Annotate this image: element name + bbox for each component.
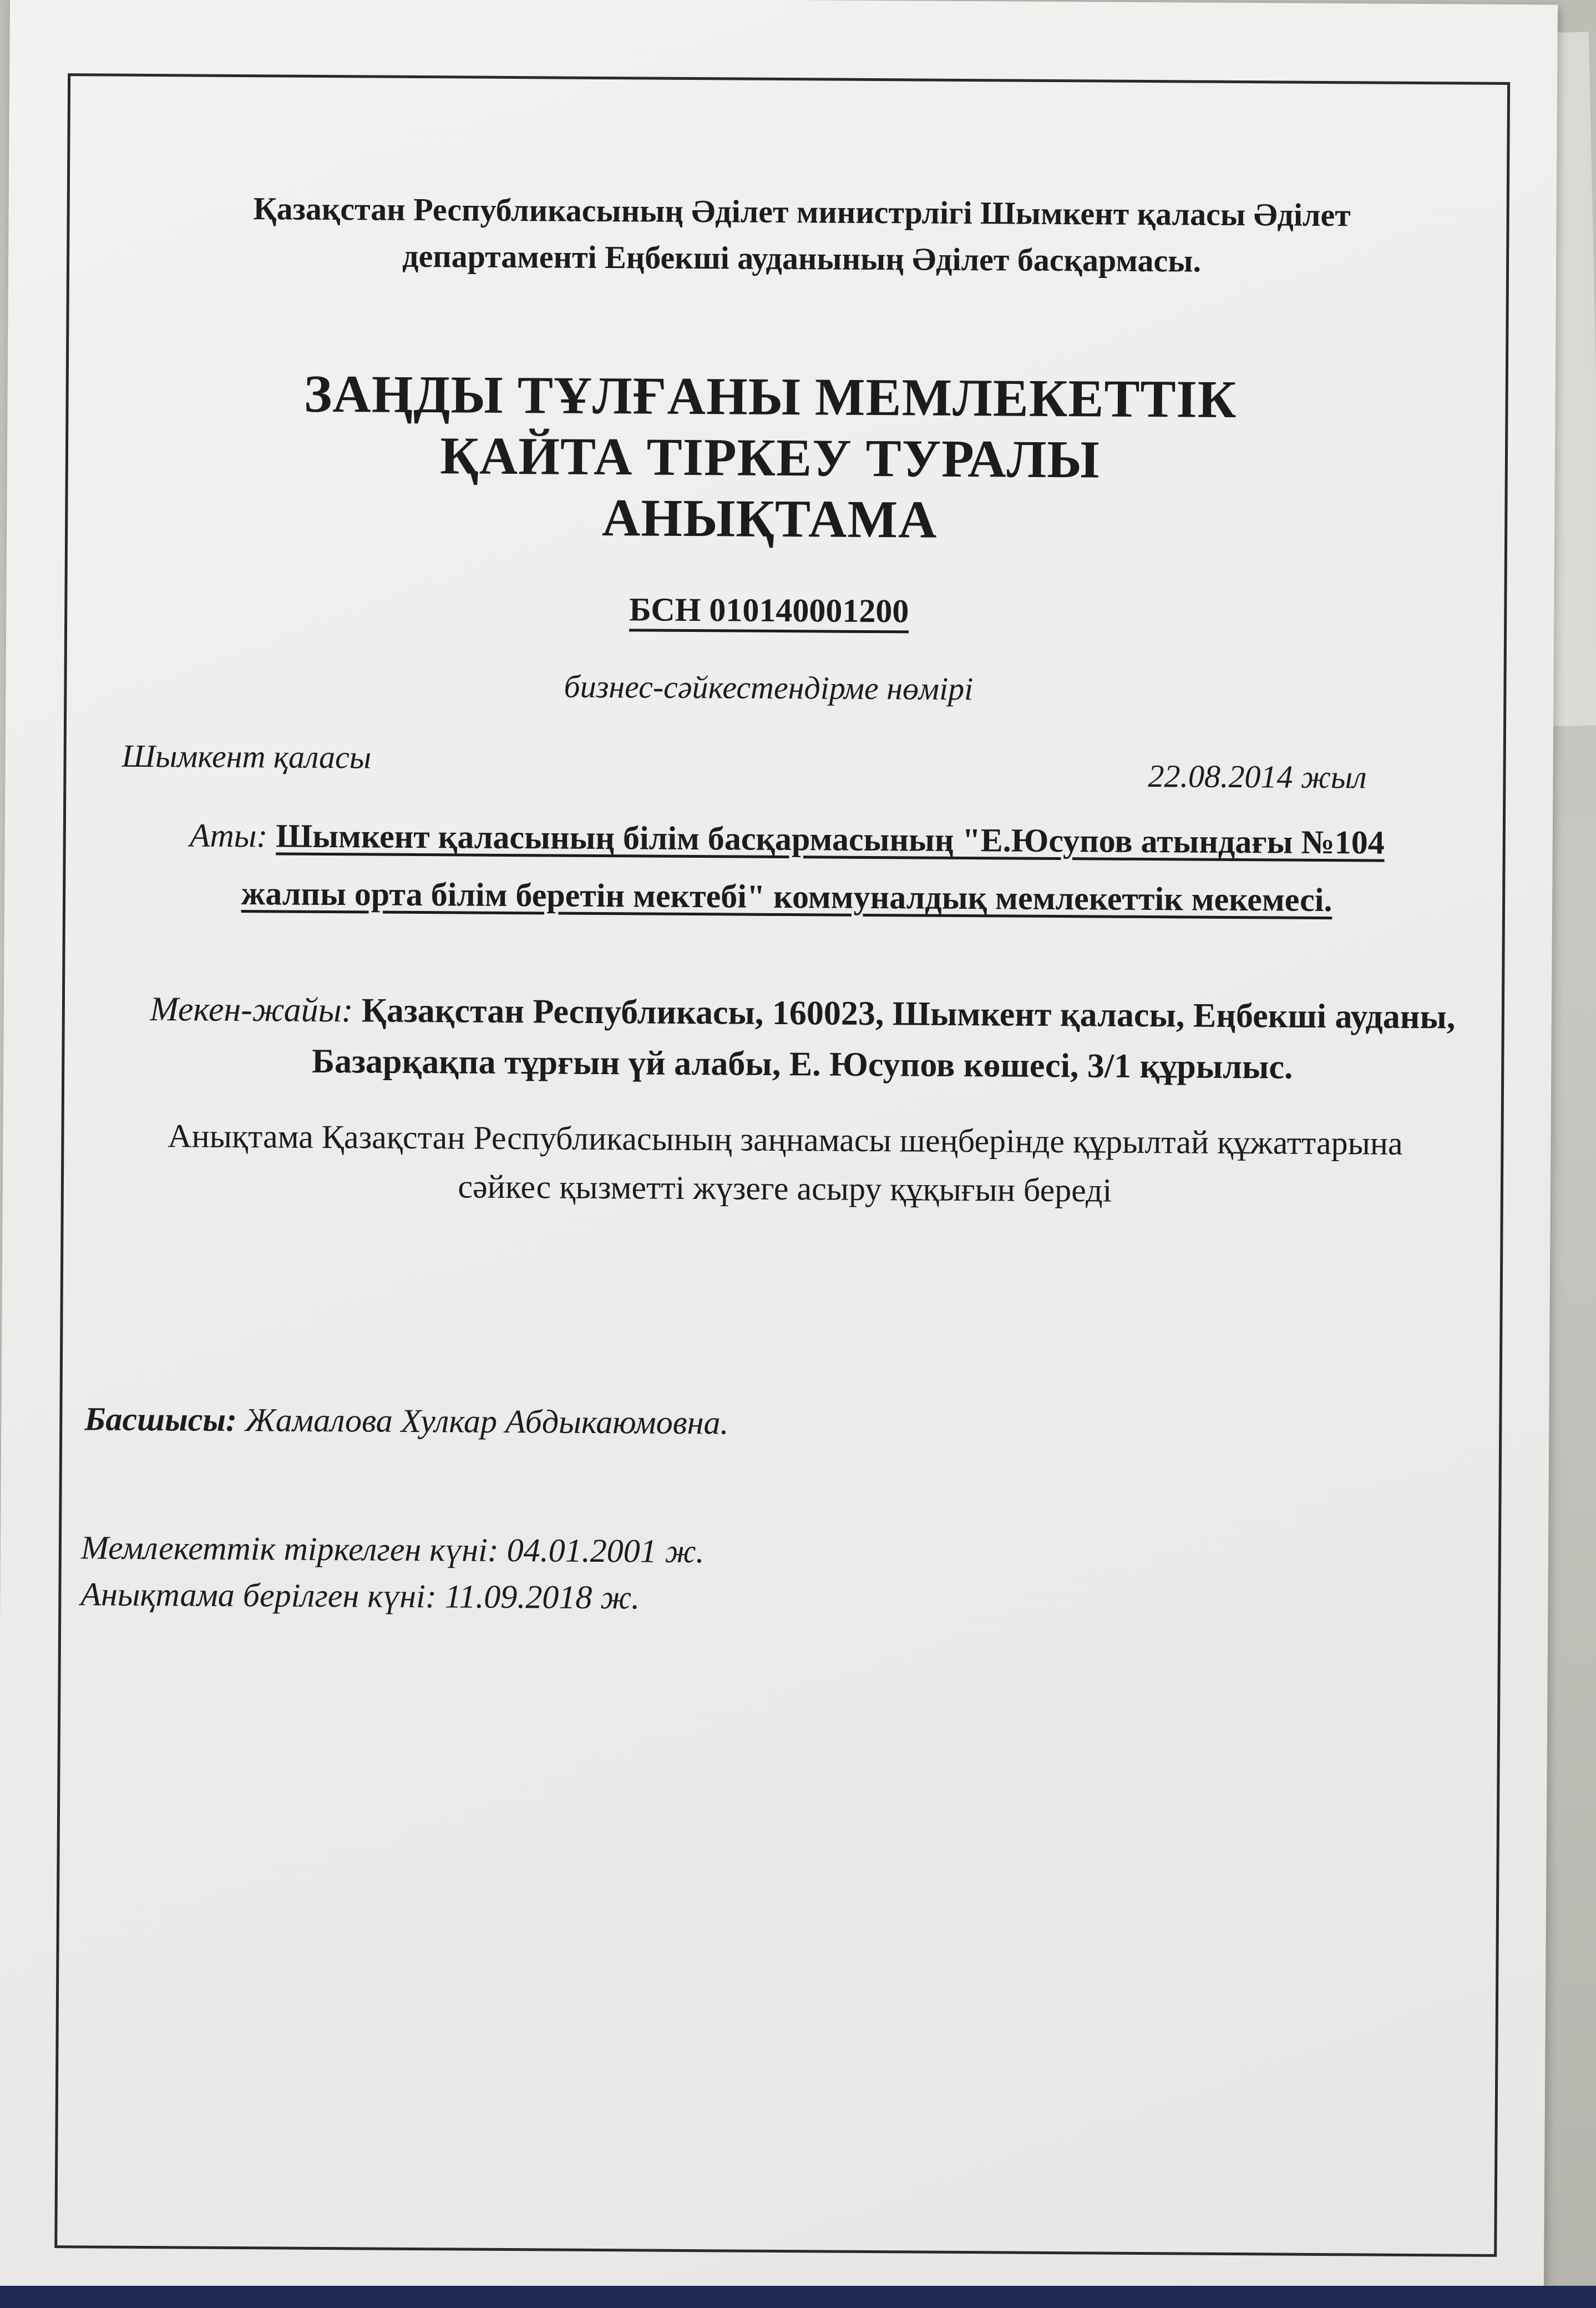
ministry-header: Қазақстан Республикасының Әділет министрлігі Шымкент қаласы Әділет департаменті Еңбекші ауданының Әділет басқармасы.	[253, 190, 1351, 279]
certificate-date: Анықтама берілген күні: 11.09.2018 ж.	[80, 1576, 640, 1616]
head-label: Басшысы:	[84, 1400, 246, 1439]
title-line-2: ҚАЙТА ТІРКЕУ ТУРАЛЫ	[440, 426, 1100, 489]
address-label: Мекен-жайы:	[150, 990, 362, 1030]
address-value: Қазақстан Республикасы, 160023, Шымкент қаласы, Еңбекші ауданы, Базарқақпа тұрғын үй алабы, Е. Юсупов көшесі, 3/1 құрылыс.	[311, 991, 1456, 1086]
title-line-3: АНЫҚТАМА	[601, 488, 938, 549]
bin-caption: бизнес-сәйкестендірме нөмірі	[564, 668, 974, 707]
title-line-1: ЗАҢДЫ ТҰЛҒАНЫ МЕМЛЕКЕТТІК	[303, 363, 1237, 429]
registration-date: Мемлекеттік тіркелген күні: 04.01.2001 ж.	[80, 1529, 705, 1570]
bin-number-line	[117, 584, 1421, 636]
document-title	[118, 362, 1422, 553]
entity-name-label: Аты:	[189, 817, 276, 854]
statement-text: Анықтама Қазақстан Республикасының заңнамасы шеңберінде құрылтай құжаттарына сәйкес қызметті жүзеге асыру құқығын береді	[168, 1117, 1403, 1209]
address-block	[131, 984, 1474, 1094]
issue-date: 22.08.2014 жыл	[1148, 758, 1367, 796]
head-line	[84, 1396, 729, 1445]
entity-name-value: Шымкент қаласының білім басқармасының "Е.Юсупов атындағы №104 жалпы орта білім беретін мектебі" коммуналдық мемлекеттік мекемесі.	[241, 817, 1385, 919]
head-value: Жамалова Хулкар Абдыкаюмовна.	[245, 1401, 729, 1441]
dates-block	[80, 1524, 705, 1621]
bin-number: БСН 010140001200	[629, 591, 909, 633]
entity-name-block	[149, 806, 1425, 929]
city: Шымкент қаласы	[121, 737, 372, 776]
bottom-edge	[0, 2286, 1596, 2308]
